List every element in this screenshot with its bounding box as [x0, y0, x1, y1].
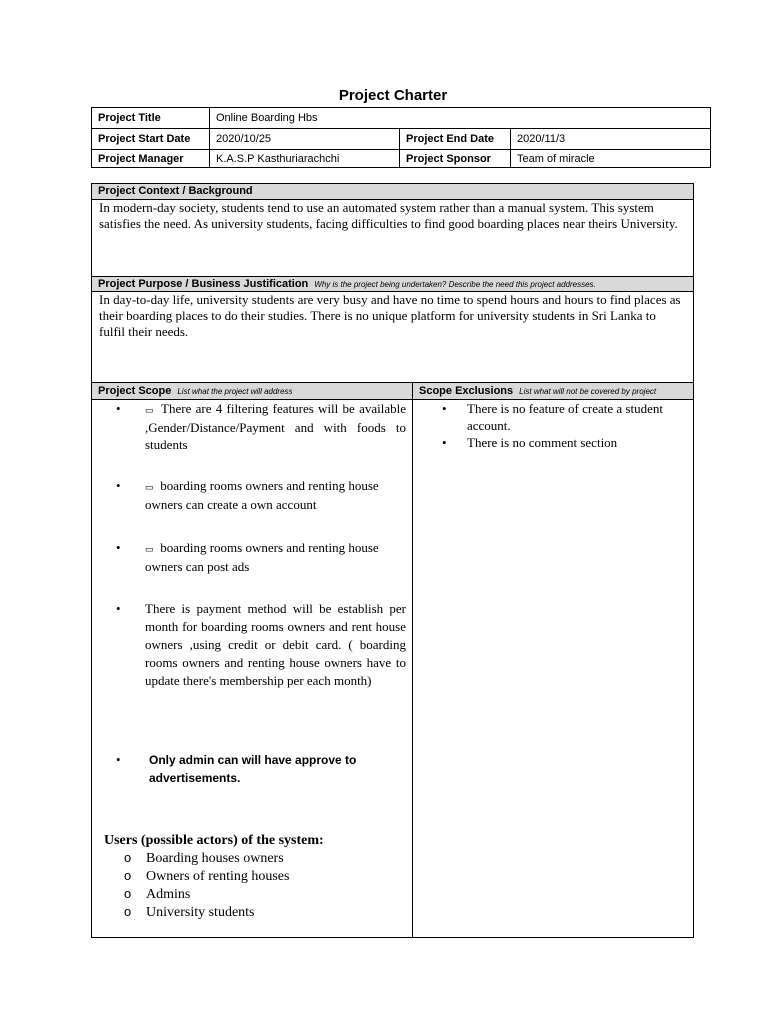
bullet-icon: •: [116, 601, 121, 616]
context-header: [92, 183, 693, 200]
start-date-value: 2020/10/25: [216, 133, 272, 145]
bullet-icon: •: [116, 478, 121, 493]
exclusions-header-text: Scope Exclusions: [419, 385, 514, 397]
user-item-text: Boarding houses owners: [146, 851, 284, 866]
project-title-value: Online Boarding Hbs: [216, 112, 318, 124]
broken-image-icon: ▭: [145, 404, 154, 415]
scope-item-1: [116, 400, 406, 453]
user-item: [124, 903, 255, 922]
scope-header: [98, 384, 293, 399]
scope-item-5: [116, 751, 406, 787]
scope-header-row: [92, 382, 693, 400]
manager-value: K.A.S.P Kasthuriarachchi: [216, 153, 340, 165]
scope-item-4: [116, 600, 406, 690]
document-title: Project Charter: [338, 87, 448, 104]
context-header-text: Project Context / Background: [98, 185, 253, 197]
scope-item-3: [116, 539, 406, 575]
circle-bullet-icon: o: [124, 904, 132, 919]
exclusion-item-1: [442, 400, 687, 434]
scope-item-text: There is payment method will be establish per month for boarding rooms owners and rent house owners ,using credit or debit card. ( boarding rooms owners and renting house owners have to update there's membership per each month): [145, 601, 406, 688]
circle-bullet-icon: o: [124, 850, 132, 865]
user-item: [124, 885, 190, 904]
broken-image-icon: ▭: [145, 481, 154, 492]
user-item: [124, 867, 289, 886]
users-header: Users (possible actors) of the system:: [104, 833, 324, 848]
scope-note: List what the project will address: [177, 387, 293, 396]
sponsor-value: Team of miracle: [517, 153, 595, 165]
exclusion-item-2: [442, 434, 687, 451]
bullet-icon: •: [442, 401, 447, 416]
manager-label: Project Manager: [98, 153, 184, 165]
scope-item-text: There are 4 filtering features will be available ,Gender/Distance/Payment and with foods to students: [145, 401, 406, 452]
circle-bullet-icon: o: [124, 886, 132, 901]
project-info-table: [91, 107, 711, 168]
purpose-note: Why is the project being undertaken? Describe the need this project addresses.: [314, 280, 596, 289]
end-date-value: 2020/11/3: [517, 133, 566, 145]
bullet-icon: •: [116, 401, 121, 416]
end-date-label: Project End Date: [406, 133, 495, 145]
bullet-icon: •: [116, 540, 121, 555]
exclusions-note: List what will not be covered by project: [519, 387, 657, 396]
user-item-text: Owners of renting houses: [146, 869, 290, 884]
scope-item-text: Only admin can will have approve to advertisements.: [149, 753, 357, 785]
purpose-text: In day-to-day life, university students are very busy and have no time to spend hours and hours to find places as their boarding places to do their studies. There is no unique platform for university students in Sri Lanka to fulfil their needs.: [99, 292, 681, 339]
user-item-text: University students: [146, 905, 255, 920]
context-text: In modern-day society, students tend to use an automated system rather than a manual system. This system satisfies the need. As university students, facing difficulties to find good boarding places near theirs University.: [99, 200, 678, 231]
exclusion-item-text: There is no comment section: [467, 435, 618, 450]
circle-bullet-icon: o: [124, 868, 132, 883]
user-item: [124, 849, 284, 868]
bullet-icon: •: [116, 752, 121, 767]
start-date-label: Project Start Date: [98, 133, 191, 145]
exclusions-header: [419, 384, 656, 399]
exclusion-item-text: There is no feature of create a student account.: [467, 401, 663, 433]
bullet-icon: •: [442, 435, 447, 450]
column-divider: [412, 382, 413, 937]
scope-item-2: [116, 477, 406, 513]
scope-item-text: boarding rooms owners and renting house owners can create a own account: [145, 478, 379, 512]
user-item-text: Admins: [146, 887, 191, 902]
project-title-label: Project Title: [98, 112, 161, 124]
charter-body: [91, 183, 694, 938]
scope-header-text: Project Scope: [98, 385, 172, 397]
sponsor-label: Project Sponsor: [406, 153, 491, 165]
purpose-header-text: Project Purpose / Business Justification: [98, 278, 309, 290]
scope-item-text: boarding rooms owners and renting house owners can post ads: [145, 540, 379, 574]
broken-image-icon: ▭: [145, 543, 154, 554]
purpose-header: [92, 276, 693, 292]
